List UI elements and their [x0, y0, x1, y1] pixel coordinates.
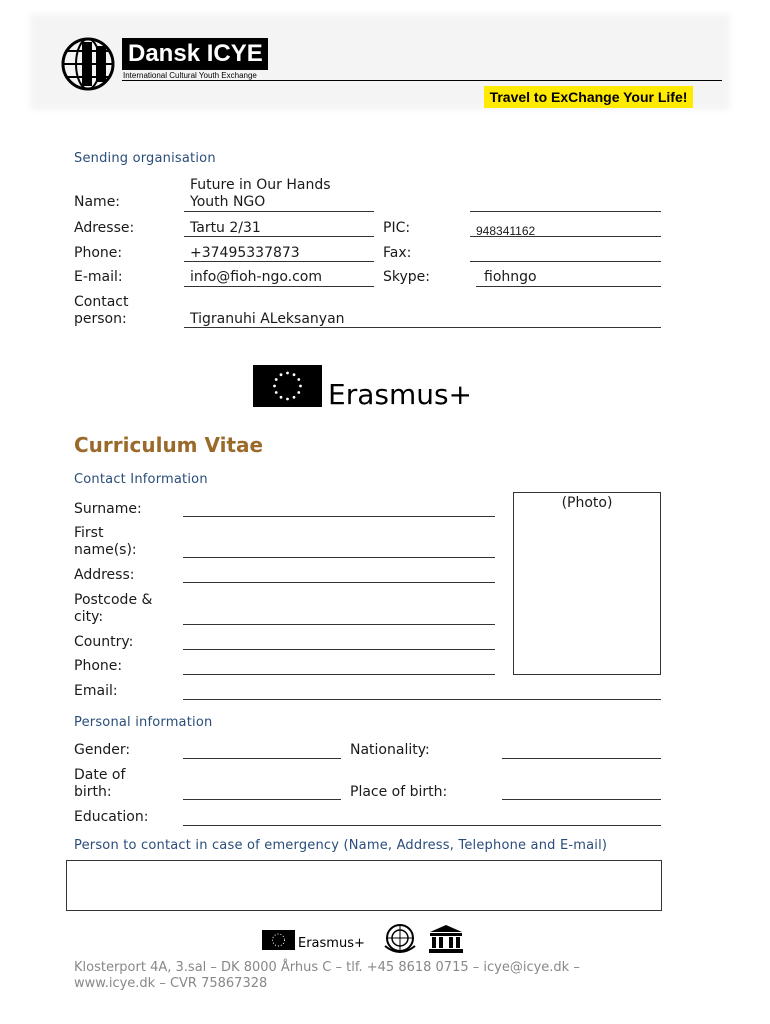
contact-line: [184, 327, 661, 328]
skype-line: [476, 286, 661, 287]
pic-line: [470, 236, 661, 237]
fax-label: Fax:: [383, 245, 412, 261]
eu-flag-icon: [253, 365, 322, 407]
first-name-label: First name(s):: [74, 525, 137, 558]
photo-label: (Photo): [561, 495, 613, 511]
brand-name: Dansk ICYE: [128, 40, 263, 67]
pob-label: Place of birth:: [350, 784, 448, 800]
address-line: [184, 236, 374, 237]
cv-email-field[interactable]: [183, 699, 661, 700]
personal-info-title: Personal information: [74, 715, 213, 730]
email-line: [184, 286, 374, 287]
footer-address: Klosterport 4A, 3.sal – DK 8000 Århus C – tlf. +45 8618 0715 – icye@icye.dk – www.icye.dk – CVR 75867328: [74, 960, 580, 991]
un-emblem-icon: [380, 922, 420, 956]
name-value: Future in Our Hands Youth NGO: [190, 177, 331, 210]
email-value: info@fioh-ngo.com: [190, 269, 322, 285]
postcode-field[interactable]: [183, 624, 495, 625]
phone-value: +37495337873: [190, 245, 300, 261]
brand-box: [122, 38, 268, 70]
photo-box[interactable]: [513, 492, 661, 675]
contact-label: Contact person:: [74, 294, 129, 327]
nationality-label: Nationality:: [350, 742, 430, 758]
address-label: Adresse:: [74, 220, 135, 236]
cv-address-label: Address:: [74, 567, 135, 583]
tagline: Travel to ExChange Your Life!: [484, 86, 693, 108]
contact-info-title: Contact Information: [74, 472, 208, 487]
footer-erasmus-label: Erasmus+: [298, 936, 365, 951]
cv-title: Curriculum Vitae: [74, 433, 264, 457]
unesco-logo: [428, 924, 464, 954]
phone-line: [184, 261, 374, 262]
fax-line: [470, 261, 661, 262]
education-label: Education:: [74, 809, 149, 825]
education-field[interactable]: [183, 825, 661, 826]
pob-field[interactable]: [502, 799, 661, 800]
brand-subtitle: International Cultural Youth Exchange: [123, 71, 257, 80]
name-label: Name:: [74, 194, 121, 210]
country-label: Country:: [74, 634, 134, 650]
email-label: E-mail:: [74, 269, 123, 285]
icye-logo: [60, 36, 122, 92]
cv-phone-field[interactable]: [183, 674, 495, 675]
gender-label: Gender:: [74, 742, 131, 758]
pic-value: 948341162: [476, 224, 536, 238]
surname-label: Surname:: [74, 501, 142, 517]
postcode-label: Postcode & city:: [74, 592, 153, 625]
cv-phone-label: Phone:: [74, 658, 123, 674]
footer-eu-flag-icon: [262, 930, 295, 950]
contact-value: Tigranuhi ALeksanyan: [190, 311, 345, 327]
phone-label: Phone:: [74, 245, 123, 261]
country-field[interactable]: [183, 649, 495, 650]
dob-field[interactable]: [183, 799, 341, 800]
sending-org-title: Sending organisation: [74, 151, 216, 166]
unesco-temple-icon: [428, 924, 464, 954]
nationality-field[interactable]: [502, 758, 661, 759]
emergency-title: Person to contact in case of emergency (Name, Address, Telephone and E-mail): [74, 838, 608, 853]
erasmus-label: Erasmus+: [328, 378, 473, 411]
cv-email-label: Email:: [74, 683, 118, 699]
gender-field[interactable]: [183, 758, 341, 759]
name-right-line: [470, 211, 661, 212]
header-rule: [122, 80, 722, 81]
skype-value: fiohngo: [484, 269, 537, 285]
surname-field[interactable]: [183, 516, 495, 517]
first-name-field[interactable]: [183, 557, 495, 558]
dob-label: Date of birth:: [74, 767, 126, 800]
cv-address-field[interactable]: [183, 582, 495, 583]
emergency-box[interactable]: [66, 860, 662, 911]
skype-label: Skype:: [383, 269, 430, 285]
address-value: Tartu 2/31: [190, 220, 261, 236]
pic-label: PIC:: [383, 220, 411, 236]
footer-eu-stars-icon: [262, 930, 295, 950]
name-line: [184, 211, 374, 212]
eu-stars-icon: [253, 365, 322, 407]
globe-icon: [60, 36, 122, 92]
